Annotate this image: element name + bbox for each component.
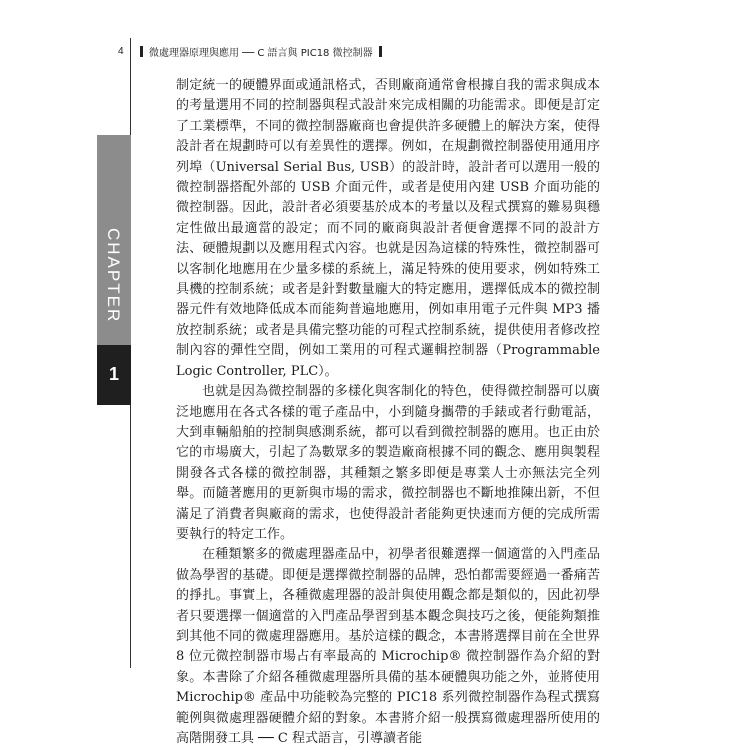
page-number: 4 — [118, 46, 124, 57]
header-bar-left — [140, 46, 143, 57]
chapter-number: 1 — [108, 364, 119, 384]
body-text — [176, 76, 600, 749]
header-bar-right — [379, 46, 382, 57]
paragraph-1: 制定統一的硬體界面或通訊格式，否則廠商通常會根據自我的需求與成本的考量選用不同的控制器與程式設計來完成相關的功能需求。即便是訂定了工業標準，不同的微控制器廠商也會提供許多硬體上的解決方案，使得設計者在規劃時可以有差異性的選擇。例如，在規劃微控制器使用通用序列埠（Universal Serial Bus, USB）的設計時，設計者可以選用一般的微控制器搭配外部的 USB 介面元件，或者是使用內建 USB 介面功能的微控制器。因此，設計者必須要基於成本的考量以及程式撰寫的難易與穩定性做出最適當的設定；而不同的廠商與設計者便會選擇不同的設計方法、硬體規劃以及應用程式內容。也就是因為這樣的特殊性，微控制器可以客制化地應用在少量多樣的系統上，滿足特殊的使用要求，例如特殊工具機的控制系統；或者是針對數量龐大的特定應用，選擇低成本的微控制器元件有效地降低成本而能夠普遍地應用，例如車用電子元件與 MP3 播放控制系統；或者是具備完整功能的可程式控制系統，提供使用者修改控制內容的彈性空間，例如工業用的可程式邏輯控制器（Programmable Logic Controller, PLC）。 — [176, 78, 600, 379]
paragraph-2: 也就是因為微控制器的多樣化與客制化的特色，使得微控制器可以廣泛地應用在各式各樣的電子產品中，小到隨身攜帶的手錶或者行動電話，大到車輛船舶的控制與感測系統，都可以看到微控制器的應用。也正由於它的市場廣大，引起了為數眾多的製造廠商根據不同的觀念、應用與製程開發各式各樣的微控制器，其種類之繁多即便是專業人士亦無法完全列舉。而隨著應用的更新與市場的需求，微控制器也不斷地推陳出新，不但滿足了消費者與廠商的需求，也使得設計者能夠更快速而方便的完成所需要執行的特定工作。 — [176, 384, 600, 542]
running-header-text: 微處理器原理與應用 ── C 語言與 PIC18 微控制器 — [149, 48, 373, 59]
chapter-label: CHAPTER — [104, 228, 123, 324]
running-header — [140, 44, 382, 59]
paragraph-3: 在種類繁多的微處理器產品中，初學者很難選擇一個適當的入門產品做為學習的基礎。即便是選擇微控制器的品牌，恐怕都需要經過一番痛苦的掙扎。事實上，各種微處理器的設計與使用觀念都是類似的，因此初學者只要選擇一個適當的入門產品學習到基本觀念與技巧之後，便能夠類推到其他不同的微處理器應用。基於這樣的觀念，本書將選擇目前在全世界 8 位元微控制器市場占有率最高的 Microchip® 微控制器作為介紹的對象。本書除了介紹各種微處理器所具備的基本硬體與功能之外，並將使用 Microchip® 產品中功能較為完整的 PIC18 系列微控制器作為程式撰寫範例與微處理器硬體介紹的對象。本書將介紹一般撰寫微處理器所使用的高階開發工具 ── C 程式語言，引導讀者能 — [176, 547, 600, 746]
